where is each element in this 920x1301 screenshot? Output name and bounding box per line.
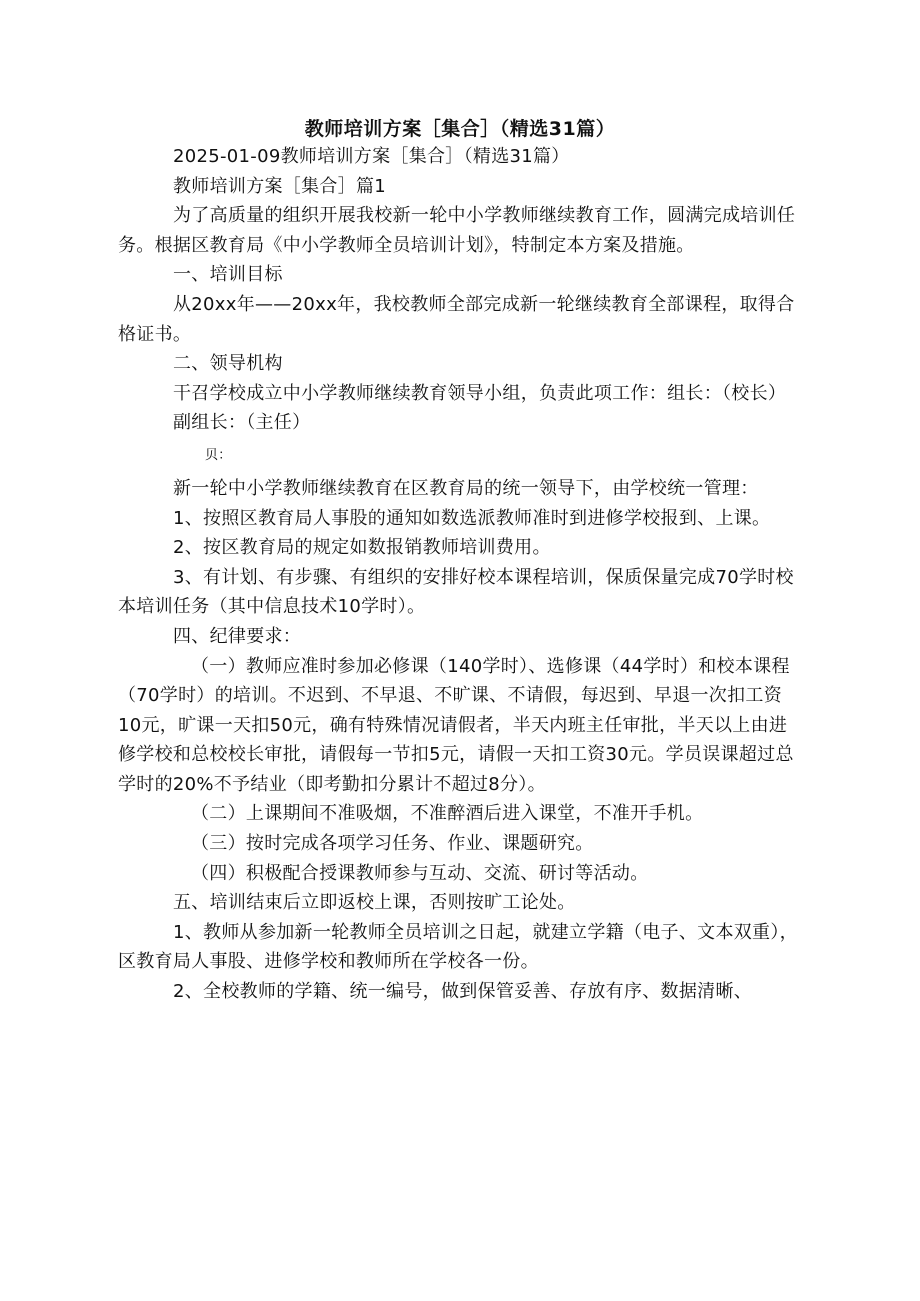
discipline-item-3: （三）按时完成各项学习任务、作业、课题研究。 — [191, 833, 594, 855]
list-item-1: 1、按照区教育局人事股的通知如数选派教师准时到进修学校报到、上课。 — [173, 507, 771, 529]
paragraph-management: 新一轮中小学教师继续教育在区教育局的统一领导下，由学校统一管理： — [173, 477, 759, 499]
paragraph-date-title: 2025-01-09教师培训方案［集合］（精选31篇） — [173, 146, 570, 167]
records-item-2: 2、全校教师的学籍、统一编号，做到保管妥善、存放有序、数据清晰、 — [173, 981, 753, 1003]
records-item-1: 1、教师从参加新一轮教师全员培训之日起，就建立学籍（电子、文本双重），区教育局人事股、进修学校和教师所在学校各一份。 — [118, 921, 798, 973]
heading-goals: 一、培训目标 — [173, 264, 283, 286]
paragraph-goals: 从20xx年——20xx年，我校教师全部完成新一轮继续教育全部课程，取得合格证书。 — [118, 293, 795, 345]
document-title: 教师培训方案［集合］（精选31篇） — [304, 118, 616, 140]
heading-discipline: 四、纪律要求： — [173, 625, 302, 647]
paragraph-intro: 为了高质量的组织开展我校新一轮中小学教师继续教育工作，圆满完成培训任务。根据区教育局《中小学教师全员培训计划》，特制定本方案及措施。 — [118, 205, 796, 256]
paragraph-section-heading: 教师培训方案［集合］篇1 — [173, 175, 387, 197]
discipline-item-4: （四）积极配合授课教师参与互动、交流、研讨等活动。 — [191, 862, 649, 884]
discipline-item-1: （一）教师应准时参加必修课（140学时）、选修课（44学时）和校本课程（70学时）的培训。不迟到、不早退、不旷课、不请假，每迟到、早退一次扣工资10元，旷课一天扣50元，确有特殊情况请假者，半天内班主任审批，半天以上由进修学校和总校校长审批，请假每一节扣5元，请假一天扣工资30元。学员误课超过总学时的20%不予结业（即考勤扣分累计不超过8分）。 — [118, 655, 794, 795]
paragraph-member: 贝： — [205, 447, 232, 463]
list-item-3: 3、有计划、有步骤、有组织的安排好校本课程培训，保质保量完成70学时校本培训任务（其中信息技术10学时）。 — [118, 566, 794, 618]
list-item-2: 2、按区教育局的规定如数报销教师培训费用。 — [173, 537, 551, 559]
discipline-item-2: （二）上课期间不准吸烟，不准醉酒后进入课堂，不准开手机。 — [191, 803, 704, 825]
heading-return: 五、培训结束后立即返校上课，否则按旷工论处。 — [173, 892, 576, 914]
paragraph-deputy: 副组长：（主任） — [173, 412, 311, 434]
document-body — [118, 142, 805, 1007]
paragraph-leadership: 干召学校成立中小学教师继续教育领导小组，负责此项工作：组长：（校长） — [173, 382, 787, 404]
heading-leadership: 二、领导机构 — [173, 353, 283, 375]
